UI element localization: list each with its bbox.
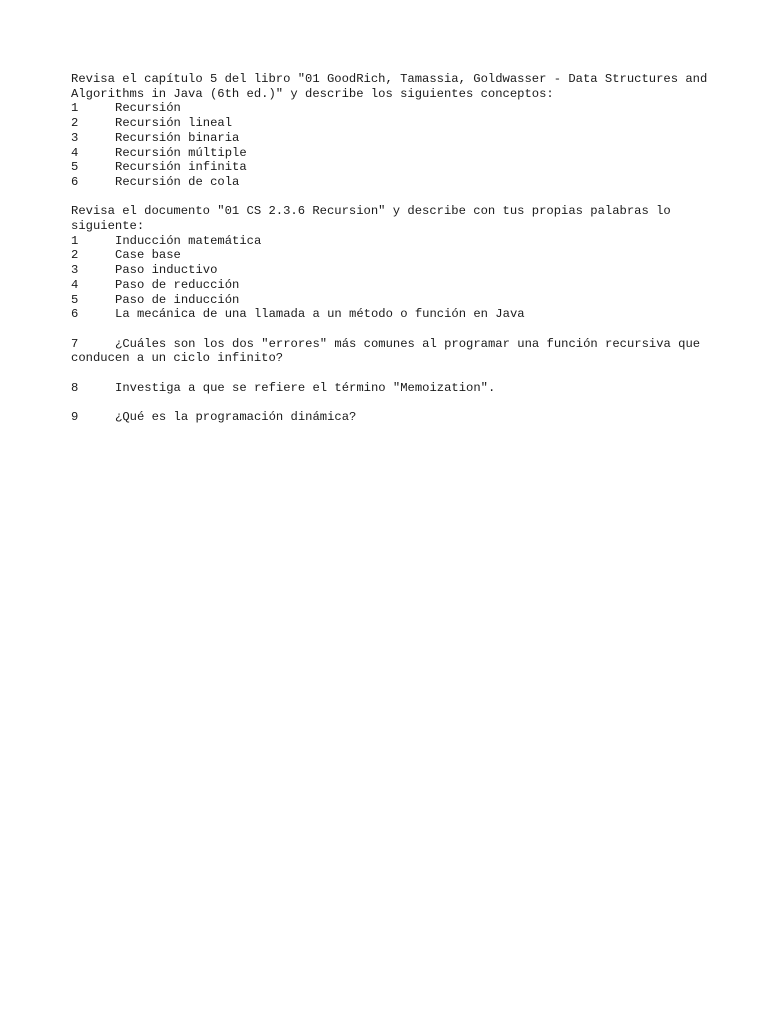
- item-text: Recursión: [115, 101, 181, 116]
- item-number: 1: [71, 233, 79, 248]
- spacer: [71, 190, 711, 205]
- list-item: [71, 234, 711, 249]
- item-text: La mecánica de una llamada a un método o función en Java: [115, 307, 525, 322]
- list-item: [71, 248, 711, 263]
- item-number: 3: [71, 263, 79, 278]
- question-text: Investiga a que se refiere el término "Memoization".: [115, 380, 496, 395]
- section1-list: [71, 101, 711, 189]
- item-number: 6: [71, 307, 79, 322]
- document-page: [71, 72, 711, 425]
- item-text: Recursión infinita: [115, 160, 247, 175]
- list-item: [71, 160, 711, 175]
- item-text: Inducción matemática: [115, 233, 262, 248]
- question-number: 7: [71, 336, 79, 351]
- list-item: [71, 293, 711, 308]
- item-number: 3: [71, 130, 79, 145]
- list-item: [71, 146, 711, 161]
- item-number: 2: [71, 248, 79, 263]
- list-item: [71, 307, 711, 322]
- item-text: Recursión lineal: [115, 116, 233, 131]
- item-number: 4: [71, 277, 79, 292]
- spacer: [71, 395, 711, 410]
- question-text: ¿Qué es la programación dinámica?: [115, 410, 357, 425]
- list-item: [71, 175, 711, 190]
- item-text: Case base: [115, 248, 181, 263]
- spacer: [71, 322, 711, 337]
- item-number: 5: [71, 160, 79, 175]
- item-number: 1: [71, 101, 79, 116]
- question-9: [71, 410, 711, 425]
- item-text: Paso de inducción: [115, 292, 240, 307]
- item-number: 5: [71, 292, 79, 307]
- item-number: 2: [71, 116, 79, 131]
- item-text: Recursión múltiple: [115, 145, 247, 160]
- item-text: Paso de reducción: [115, 277, 240, 292]
- list-item: [71, 131, 711, 146]
- question-number: 9: [71, 410, 79, 425]
- section2-intro: Revisa el documento "01 CS 2.3.6 Recursion" y describe con tus propias palabras lo siguiente:: [71, 204, 671, 234]
- question-8: [71, 381, 711, 396]
- item-number: 6: [71, 174, 79, 189]
- section2-list: [71, 234, 711, 322]
- spacer: [71, 366, 711, 381]
- question-7: [71, 337, 711, 366]
- question-number: 8: [71, 380, 79, 395]
- list-item: [71, 263, 711, 278]
- item-number: 4: [71, 145, 79, 160]
- item-text: Recursión de cola: [115, 174, 240, 189]
- item-text: Paso inductivo: [115, 263, 218, 278]
- item-text: Recursión binaria: [115, 130, 240, 145]
- question-text: ¿Cuáles son los dos "errores" más comunes al programar una función recursiva que conducen a un ciclo infinito?: [71, 336, 701, 366]
- list-item: [71, 116, 711, 131]
- list-item: [71, 278, 711, 293]
- section1-intro: Revisa el capítulo 5 del libro "01 GoodRich, Tamassia, Goldwasser - Data Structures and Algorithms in Java (6th ed.)" y describe los siguientes conceptos:: [71, 72, 708, 101]
- list-item: [71, 101, 711, 116]
